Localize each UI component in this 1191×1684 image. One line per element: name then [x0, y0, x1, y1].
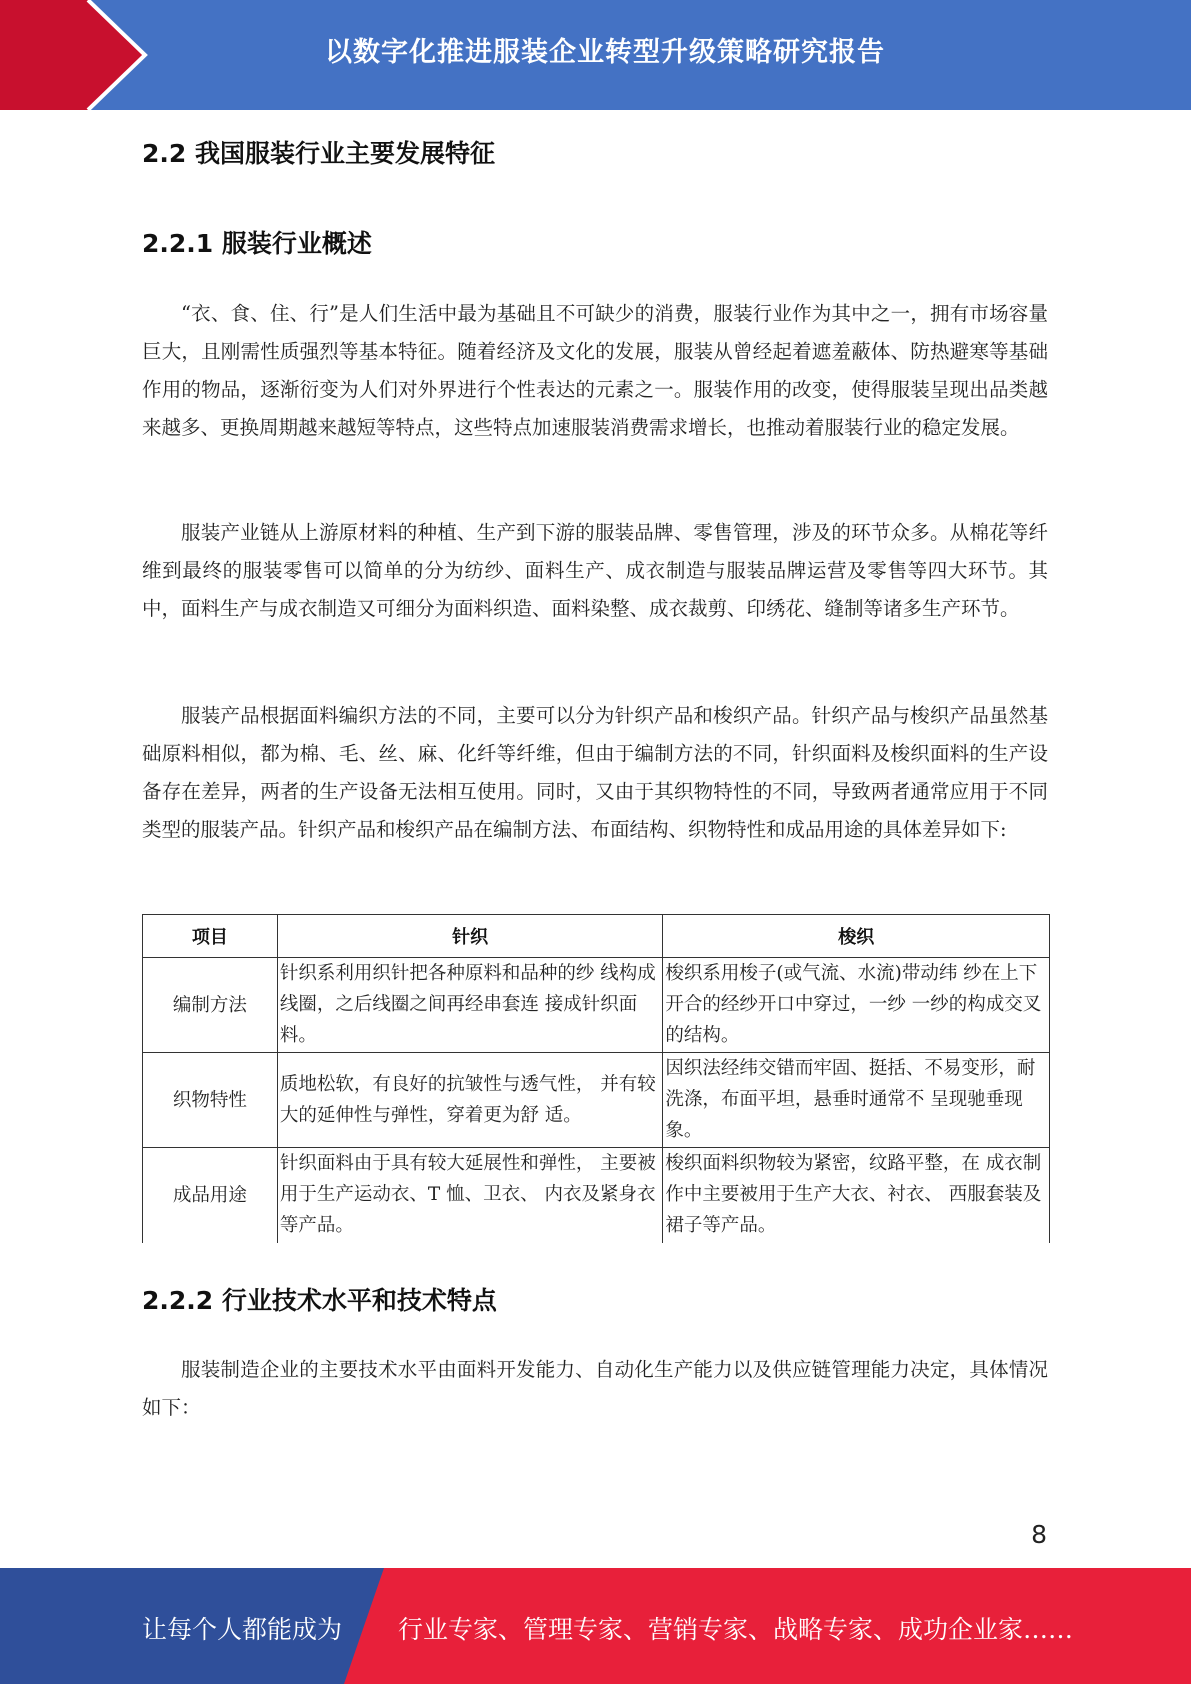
chevron-icon [0, 0, 160, 110]
paragraph-4: 服装制造企业的主要技术水平由面料开发能力、自动化生产能力以及供应链管理能力决定，具体情况如下： [142, 1358, 1048, 1419]
table-header-item: 项目 [143, 915, 278, 958]
table-cell-woven: 梭织系用梭子(或气流、水流)带动纬 纱在上下开合的经纱开口中穿过，一纱 一纱的构成交叉的结构。 [663, 958, 1050, 1053]
section-heading-2-2-2: 2.2.2 行业技术水平和技术特点 [142, 1286, 497, 1315]
table-header-knit: 针织 [277, 915, 663, 958]
table-row [143, 1148, 1050, 1243]
table-cell-label: 成品用途 [143, 1148, 278, 1243]
table-row [143, 1053, 1050, 1148]
section-heading-2-2-1: 2.2.1 服装行业概述 [142, 229, 372, 258]
table-header-woven: 梭织 [663, 915, 1050, 958]
knit-woven-comparison-table [142, 914, 1050, 1243]
paragraph-2: 服装产业链从上游原材料的种植、生产到下游的服装品牌、零售管理，涉及的环节众多。从棉花等纤维到最终的服装零售可以简单的分为纺纱、面料生产、成衣制造与服装品牌运营及零售等四大环节。其中，面料生产与成衣制造又可细分为面料织造、面料染整、成衣裁剪、印绣花、缝制等诸多生产环节。 [142, 521, 1048, 620]
report-title: 以数字化推进服装企业转型升级策略研究报告 [325, 37, 885, 68]
paragraph-3: 服装产品根据面料编织方法的不同，主要可以分为针织产品和梭织产品。针织产品与梭织产品虽然基础原料相似，都为棉、毛、丝、麻、化纤等纤维，但由于编制方法的不同，针织面料及梭织面料的生产设备存在差异，两者的生产设备无法相互使用。同时，又由于其织物特性的不同，导致两者通常应用于不同类型的服装产品。针织产品和梭织产品在编制方法、布面结构、织物特性和成品用途的具体差异如下: [142, 704, 1048, 841]
table-cell-knit: 针织面料由于具有较大延展性和弹性， 主要被用于生产运动衣、T 恤、卫衣、 内衣及紧身衣等产品。 [277, 1148, 663, 1243]
footer-banner [0, 1568, 1191, 1684]
paragraph-1: “衣、食、住、行”是人们生活中最为基础且不可缺少的消费，服装行业作为其中之一，拥有市场容量巨大，且刚需性质强烈等基本特征。随着经济及文化的发展，服装从曾经起着遮羞蔽体、防热避寒等基础作用的物品，逐渐衍变为人们对外界进行个性表达的元素之一。服装作用的改变，使得服装呈现出品类越来越多、更换周期越来越短等特点，这些特点加速服装消费需求增长，也推动着服装行业的稳定发展。 [142, 302, 1048, 439]
table-row [143, 958, 1050, 1053]
section-heading-2-2: 2.2 我国服装行业主要发展特征 [142, 139, 495, 168]
header-banner [0, 0, 1191, 110]
table-cell-knit: 针织系利用织针把各种原料和品种的纱 线构成线圈，之后线圈之间再经串套连 接成针织面料。 [277, 958, 663, 1053]
table-cell-label: 编制方法 [143, 958, 278, 1053]
table-cell-woven: 梭织面料织物较为紧密，纹路平整，在 成衣制作中主要被用于生产大衣、衬衣、 西服套装及裙子等产品。 [663, 1148, 1050, 1243]
page-number: 8 [1031, 1520, 1047, 1549]
footer-slogan-right: 行业专家、管理专家、营销专家、战略专家、成功企业家…… [398, 1615, 1074, 1644]
table-cell-woven: 因织法经纬交错而牢固、挺括、不易变形，耐洗涤，布面平坦，悬垂时通常不 呈现驰垂现象。 [663, 1053, 1050, 1148]
footer-slogan-left: 让每个人都能成为 [142, 1615, 343, 1644]
table-cell-label: 织物特性 [143, 1053, 278, 1148]
table-cell-knit: 质地松软，有良好的抗皱性与透气性， 并有较大的延伸性与弹性，穿着更为舒 适。 [277, 1053, 663, 1148]
